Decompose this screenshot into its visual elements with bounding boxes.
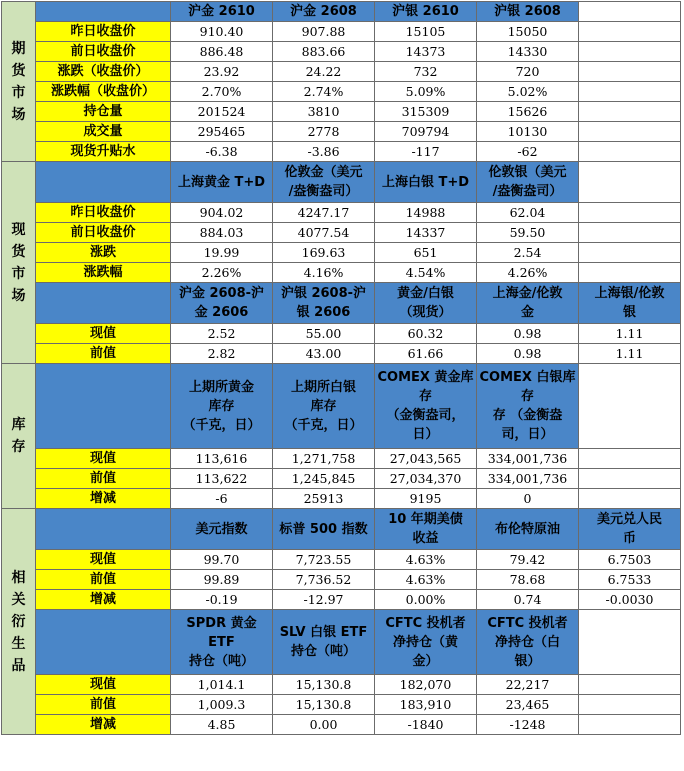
value-cell: 23,465 bbox=[477, 695, 579, 715]
table-row bbox=[2, 243, 681, 263]
value-cell: 183,910 bbox=[375, 695, 477, 715]
table-row bbox=[2, 223, 681, 243]
column-header bbox=[171, 364, 273, 449]
value-cell: -6.38 bbox=[171, 142, 273, 162]
column-header-line: 日） bbox=[412, 427, 439, 442]
empty-cell bbox=[579, 243, 681, 263]
section-label-char: 期 bbox=[11, 40, 26, 57]
value-cell: 2778 bbox=[273, 122, 375, 142]
value-cell: -3.86 bbox=[273, 142, 375, 162]
section-label bbox=[2, 2, 36, 162]
column-header bbox=[579, 509, 681, 550]
column-header bbox=[477, 283, 579, 324]
value-cell: 886.48 bbox=[171, 42, 273, 62]
table-row bbox=[2, 469, 681, 489]
empty-cell bbox=[579, 102, 681, 122]
empty-cell bbox=[579, 22, 681, 42]
row-label: 增减 bbox=[36, 715, 171, 735]
column-header-line: 银 2606 bbox=[296, 305, 351, 320]
section-label-char: 场 bbox=[11, 287, 26, 304]
row-label: 现值 bbox=[36, 675, 171, 695]
value-cell: -6 bbox=[171, 489, 273, 509]
row-label: 现值 bbox=[36, 550, 171, 570]
column-header-line: 司，日） bbox=[501, 427, 554, 442]
header-label-cell bbox=[36, 283, 171, 324]
value-cell: 99.89 bbox=[171, 570, 273, 590]
value-cell: 732 bbox=[375, 62, 477, 82]
row-label: 前值 bbox=[36, 695, 171, 715]
table-row bbox=[2, 102, 681, 122]
column-header bbox=[171, 610, 273, 675]
table-row bbox=[2, 570, 681, 590]
table-row bbox=[2, 715, 681, 735]
value-cell: 4.63% bbox=[375, 550, 477, 570]
column-header-line: 上海银/伦敦 bbox=[594, 286, 665, 301]
value-cell: 651 bbox=[375, 243, 477, 263]
value-cell: 10130 bbox=[477, 122, 579, 142]
value-cell: 9195 bbox=[375, 489, 477, 509]
value-cell: 19.99 bbox=[171, 243, 273, 263]
value-cell: 1,271,758 bbox=[273, 449, 375, 469]
section-label-char: 市 bbox=[11, 265, 26, 282]
column-header bbox=[273, 283, 375, 324]
section-label bbox=[2, 509, 36, 735]
column-header bbox=[171, 162, 273, 203]
section-label-char: 生 bbox=[11, 635, 26, 652]
column-header-line: COMEX 白银库存 bbox=[479, 370, 576, 404]
table-row bbox=[2, 122, 681, 142]
value-cell: 25913 bbox=[273, 489, 375, 509]
section-label-char: 相 bbox=[11, 569, 26, 586]
row-label: 涨跌（收盘价） bbox=[36, 62, 171, 82]
column-header-line: CFTC 投机者 bbox=[487, 615, 568, 631]
column-header-line: 金 2606 bbox=[194, 305, 249, 320]
row-label: 涨跌 bbox=[36, 243, 171, 263]
value-cell: 27,034,370 bbox=[375, 469, 477, 489]
empty-cell bbox=[579, 364, 681, 449]
column-header bbox=[171, 283, 273, 324]
row-label: 昨日收盘价 bbox=[36, 22, 171, 42]
value-cell: 15626 bbox=[477, 102, 579, 122]
table-row bbox=[2, 449, 681, 469]
column-header bbox=[273, 364, 375, 449]
section-label-char: 货 bbox=[11, 62, 26, 79]
column-header-line: 沪金 2608-沪 bbox=[178, 286, 265, 301]
column-header-line: （金衡盎司， bbox=[386, 408, 465, 423]
column-header bbox=[273, 509, 375, 550]
column-header bbox=[375, 509, 477, 550]
column-header-line: 伦敦银（美元 bbox=[488, 165, 567, 180]
column-header-line: 收益 bbox=[412, 531, 439, 546]
table-row bbox=[2, 489, 681, 509]
value-cell: 7,736.52 bbox=[273, 570, 375, 590]
column-header-line: 金） bbox=[412, 653, 439, 669]
value-cell: 2.70% bbox=[171, 82, 273, 102]
column-header-line: /盎衡盎司） bbox=[288, 184, 359, 199]
value-cell: 15050 bbox=[477, 22, 579, 42]
value-cell: 0 bbox=[477, 489, 579, 509]
row-label: 前值 bbox=[36, 344, 171, 364]
section-label-char: 货 bbox=[11, 243, 26, 260]
value-cell: 182,070 bbox=[375, 675, 477, 695]
value-cell: 79.42 bbox=[477, 550, 579, 570]
value-cell: 4077.54 bbox=[273, 223, 375, 243]
column-header-line: 净持仓（黄 bbox=[392, 634, 458, 650]
column-header-line: （现货） bbox=[399, 305, 452, 320]
value-cell: 113,622 bbox=[171, 469, 273, 489]
value-cell: 60.32 bbox=[375, 324, 477, 344]
column-header-line: 存 bbox=[418, 389, 432, 404]
value-cell: -0.0030 bbox=[579, 590, 681, 610]
value-cell: 14988 bbox=[375, 203, 477, 223]
empty-cell bbox=[579, 715, 681, 735]
row-label: 持仓量 bbox=[36, 102, 171, 122]
empty-cell bbox=[579, 122, 681, 142]
column-header-line: 存 （金衡盎 bbox=[492, 408, 563, 423]
column-header-line: 币 bbox=[622, 531, 636, 546]
value-cell: 720 bbox=[477, 62, 579, 82]
column-header bbox=[477, 509, 579, 550]
column-header-line: SPDR 黄金 ETF bbox=[186, 615, 257, 650]
value-cell: 6.7503 bbox=[579, 550, 681, 570]
table-row bbox=[2, 675, 681, 695]
column-header-line: 上期所白银 bbox=[290, 379, 356, 395]
column-header: 沪金 2608 bbox=[273, 2, 375, 22]
value-cell: 201524 bbox=[171, 102, 273, 122]
value-cell: 23.92 bbox=[171, 62, 273, 82]
value-cell: 5.02% bbox=[477, 82, 579, 102]
column-header-line: 上海白银 T+D bbox=[381, 174, 470, 190]
column-header bbox=[477, 364, 579, 449]
value-cell: 61.66 bbox=[375, 344, 477, 364]
value-cell: 2.74% bbox=[273, 82, 375, 102]
value-cell: -1248 bbox=[477, 715, 579, 735]
column-header-line: COMEX 黄金库 bbox=[377, 370, 474, 385]
value-cell: 7,723.55 bbox=[273, 550, 375, 570]
value-cell: 1,009.3 bbox=[171, 695, 273, 715]
column-header: 沪金 2610 bbox=[171, 2, 273, 22]
header-label-cell bbox=[36, 610, 171, 675]
empty-cell bbox=[579, 162, 681, 203]
empty-cell bbox=[579, 695, 681, 715]
column-header-line: 上海黄金 T+D bbox=[177, 174, 266, 190]
value-cell: 334,001,736 bbox=[477, 469, 579, 489]
table-row bbox=[2, 142, 681, 162]
column-header bbox=[171, 509, 273, 550]
table-row bbox=[2, 344, 681, 364]
column-header-line: 黄金/白银 bbox=[397, 286, 454, 301]
column-header-line: CFTC 投机者 bbox=[385, 615, 466, 631]
value-cell: 0.00 bbox=[273, 715, 375, 735]
value-cell: 1,014.1 bbox=[171, 675, 273, 695]
empty-cell bbox=[579, 142, 681, 162]
section-label-char: 存 bbox=[11, 439, 26, 455]
row-label: 前日收盘价 bbox=[36, 42, 171, 62]
section-label bbox=[2, 162, 36, 364]
value-cell: 2.54 bbox=[477, 243, 579, 263]
section-label-char: 衍 bbox=[11, 613, 26, 630]
section-label-char: 库 bbox=[11, 417, 26, 433]
value-cell: 907.88 bbox=[273, 22, 375, 42]
column-header-line: 库存 bbox=[208, 398, 235, 414]
table-row bbox=[2, 590, 681, 610]
row-label: 前值 bbox=[36, 469, 171, 489]
column-header-line: 金 bbox=[520, 305, 534, 320]
market-data-table bbox=[1, 1, 681, 735]
section-label-char: 场 bbox=[11, 106, 26, 123]
empty-cell bbox=[579, 675, 681, 695]
column-header bbox=[375, 610, 477, 675]
section-label-char: 市 bbox=[11, 84, 26, 101]
value-cell: 24.22 bbox=[273, 62, 375, 82]
row-label: 昨日收盘价 bbox=[36, 203, 171, 223]
row-label: 现值 bbox=[36, 449, 171, 469]
column-header-line: /盎衡盎司） bbox=[492, 184, 563, 199]
value-cell: 334,001,736 bbox=[477, 449, 579, 469]
value-cell: 884.03 bbox=[171, 223, 273, 243]
value-cell: 6.7533 bbox=[579, 570, 681, 590]
value-cell: 4247.17 bbox=[273, 203, 375, 223]
header-row bbox=[2, 364, 681, 449]
value-cell: 22,217 bbox=[477, 675, 579, 695]
value-cell: 1.11 bbox=[579, 324, 681, 344]
empty-cell bbox=[579, 469, 681, 489]
header-label-cell bbox=[36, 364, 171, 449]
value-cell: 1,245,845 bbox=[273, 469, 375, 489]
value-cell: -62 bbox=[477, 142, 579, 162]
value-cell: 0.98 bbox=[477, 344, 579, 364]
value-cell: 15105 bbox=[375, 22, 477, 42]
value-cell: 4.54% bbox=[375, 263, 477, 283]
column-header-line: 10 年期美债 bbox=[388, 512, 463, 527]
column-header-line: 美元指数 bbox=[195, 521, 248, 537]
value-cell: 43.00 bbox=[273, 344, 375, 364]
value-cell: 4.85 bbox=[171, 715, 273, 735]
value-cell: 14330 bbox=[477, 42, 579, 62]
value-cell: 113,616 bbox=[171, 449, 273, 469]
column-header-line: 沪银 2608-沪 bbox=[280, 286, 367, 301]
empty-cell bbox=[579, 62, 681, 82]
column-header: 沪银 2610 bbox=[375, 2, 477, 22]
value-cell: -12.97 bbox=[273, 590, 375, 610]
empty-cell bbox=[579, 42, 681, 62]
value-cell: 883.66 bbox=[273, 42, 375, 62]
value-cell: 78.68 bbox=[477, 570, 579, 590]
table-row bbox=[2, 695, 681, 715]
empty-cell bbox=[579, 223, 681, 243]
value-cell: 4.63% bbox=[375, 570, 477, 590]
value-cell: 4.26% bbox=[477, 263, 579, 283]
column-header-line: 持仓（吨） bbox=[188, 653, 254, 669]
header-row bbox=[2, 509, 681, 550]
value-cell: -1840 bbox=[375, 715, 477, 735]
empty-cell bbox=[579, 610, 681, 675]
value-cell: 27,043,565 bbox=[375, 449, 477, 469]
value-cell: 62.04 bbox=[477, 203, 579, 223]
value-cell: 2.52 bbox=[171, 324, 273, 344]
column-header bbox=[273, 610, 375, 675]
column-header bbox=[579, 283, 681, 324]
table-row bbox=[2, 82, 681, 102]
value-cell: 15,130.8 bbox=[273, 695, 375, 715]
value-cell: 2.82 bbox=[171, 344, 273, 364]
section-label-char: 品 bbox=[11, 657, 26, 674]
row-label: 涨跌幅（收盘价） bbox=[36, 82, 171, 102]
value-cell: 14337 bbox=[375, 223, 477, 243]
row-label: 涨跌幅 bbox=[36, 263, 171, 283]
value-cell: 15,130.8 bbox=[273, 675, 375, 695]
column-header-line: 美元兑人民 bbox=[596, 512, 662, 527]
empty-cell bbox=[579, 449, 681, 469]
column-header-line: 持仓（吨） bbox=[290, 644, 356, 659]
column-header-line: （千克，日） bbox=[182, 417, 261, 433]
value-cell: 0.74 bbox=[477, 590, 579, 610]
value-cell: 2.26% bbox=[171, 263, 273, 283]
column-header-line: 净持仓（白 bbox=[494, 634, 560, 650]
value-cell: 59.50 bbox=[477, 223, 579, 243]
value-cell: 315309 bbox=[375, 102, 477, 122]
empty-cell bbox=[579, 263, 681, 283]
section-label-char: 关 bbox=[11, 591, 26, 608]
section-label-char: 现 bbox=[11, 221, 26, 238]
value-cell: -0.19 bbox=[171, 590, 273, 610]
value-cell: 169.63 bbox=[273, 243, 375, 263]
value-cell: 1.11 bbox=[579, 344, 681, 364]
column-header bbox=[477, 162, 579, 203]
value-cell: 709794 bbox=[375, 122, 477, 142]
table-row bbox=[2, 62, 681, 82]
column-header-line: SLV 白银 ETF bbox=[279, 625, 368, 640]
value-cell: 904.02 bbox=[171, 203, 273, 223]
table-row bbox=[2, 42, 681, 62]
empty-cell bbox=[579, 489, 681, 509]
column-header bbox=[375, 364, 477, 449]
value-cell: 99.70 bbox=[171, 550, 273, 570]
value-cell: 910.40 bbox=[171, 22, 273, 42]
table-row bbox=[2, 22, 681, 42]
table-row bbox=[2, 263, 681, 283]
column-header-line: （千克，日） bbox=[284, 417, 363, 433]
table-row bbox=[2, 324, 681, 344]
column-header: 沪银 2608 bbox=[477, 2, 579, 22]
row-label: 增减 bbox=[36, 590, 171, 610]
header-label-cell bbox=[36, 162, 171, 203]
header-row bbox=[2, 2, 681, 22]
value-cell: 295465 bbox=[171, 122, 273, 142]
column-header-line: 银 bbox=[622, 305, 636, 320]
header-row bbox=[2, 162, 681, 203]
value-cell: 3810 bbox=[273, 102, 375, 122]
column-header-line: 库存 bbox=[310, 398, 337, 414]
column-header-line: 上期所黄金 bbox=[188, 379, 254, 395]
header-label-cell bbox=[36, 2, 171, 22]
empty-cell bbox=[579, 203, 681, 223]
value-cell: 14373 bbox=[375, 42, 477, 62]
row-label: 增减 bbox=[36, 489, 171, 509]
value-cell: 55.00 bbox=[273, 324, 375, 344]
value-cell: 0.00% bbox=[375, 590, 477, 610]
value-cell: 4.16% bbox=[273, 263, 375, 283]
row-label: 现值 bbox=[36, 324, 171, 344]
header-row bbox=[2, 283, 681, 324]
column-header-line: 银） bbox=[514, 653, 541, 669]
empty-cell bbox=[579, 2, 681, 22]
header-row bbox=[2, 610, 681, 675]
row-label: 前日收盘价 bbox=[36, 223, 171, 243]
value-cell: 0.98 bbox=[477, 324, 579, 344]
header-label-cell bbox=[36, 509, 171, 550]
table-row bbox=[2, 203, 681, 223]
empty-cell bbox=[579, 82, 681, 102]
column-header-line: 标普 500 指数 bbox=[279, 521, 368, 537]
row-label: 前值 bbox=[36, 570, 171, 590]
value-cell: -117 bbox=[375, 142, 477, 162]
column-header bbox=[375, 162, 477, 203]
section-label bbox=[2, 364, 36, 509]
table-row bbox=[2, 550, 681, 570]
column-header bbox=[375, 283, 477, 324]
column-header bbox=[477, 610, 579, 675]
column-header-line: 伦敦金（美元 bbox=[284, 165, 363, 180]
row-label: 现货升贴水 bbox=[36, 142, 171, 162]
column-header-line: 布伦特原油 bbox=[494, 521, 560, 537]
row-label: 成交量 bbox=[36, 122, 171, 142]
column-header-line: 上海金/伦敦 bbox=[492, 286, 563, 301]
value-cell: 5.09% bbox=[375, 82, 477, 102]
column-header bbox=[273, 162, 375, 203]
